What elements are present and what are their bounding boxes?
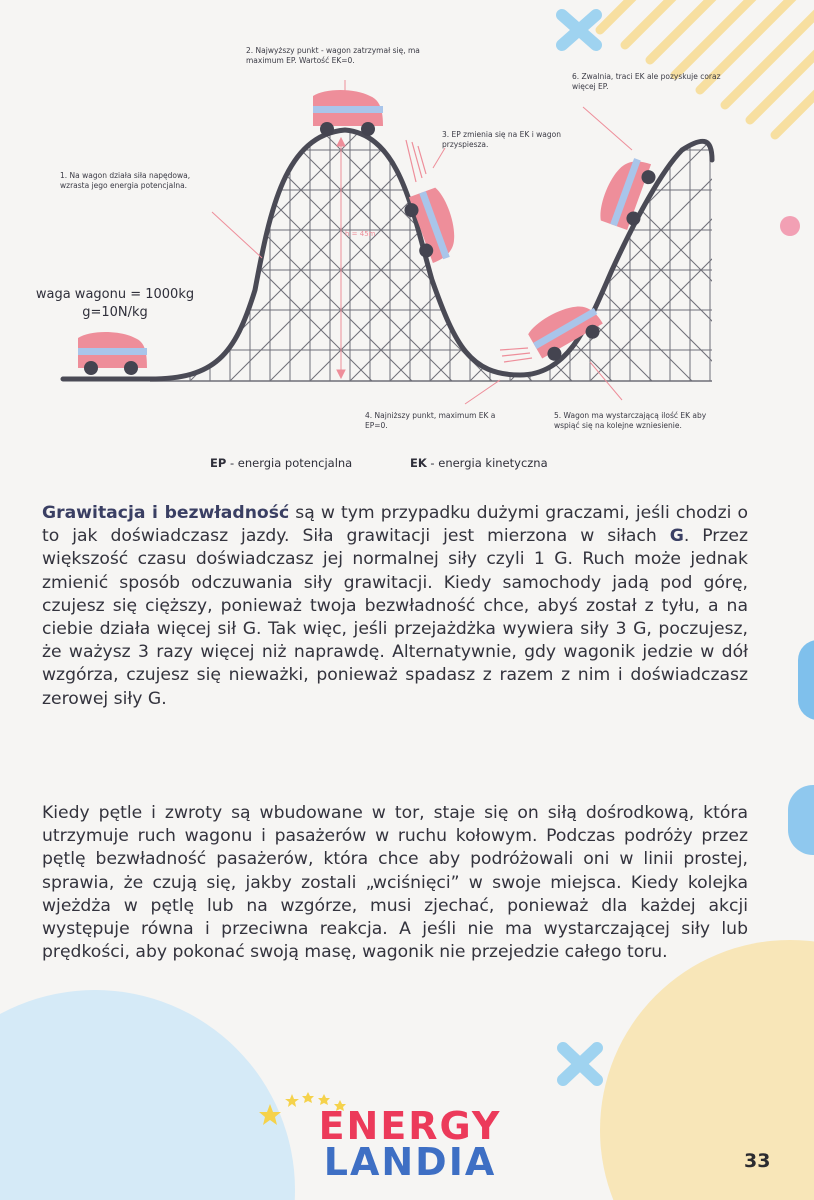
coaster-cart-start: [78, 332, 147, 375]
coaster-track: [63, 130, 712, 379]
annotation-3: 3. EP zmienia się na EK i wagon przyspiesza.: [442, 130, 562, 149]
paragraph-1-lead: Grawitacja i bezwładność: [42, 503, 290, 523]
annotation-4: 4. Najniższy punkt, maximum EK a EP=0.: [365, 411, 496, 430]
gravity-line: g=10N/kg: [82, 305, 148, 320]
legend-ep-abbr: EP: [210, 456, 227, 470]
paragraph-1-g: G: [669, 526, 684, 547]
legend-ep: [210, 456, 352, 470]
blue-blob-decoration-1: [798, 640, 814, 720]
yellow-circle-decoration-bottom: [600, 940, 814, 1200]
cart-weight-label: [30, 286, 200, 322]
annotation-1: 1. Na wagon działa siła napędowa, wzrasta jego energia potencjalna.: [60, 171, 191, 190]
legend-ek-text: - energia kinetyczna: [426, 456, 548, 470]
legend-ek: [410, 456, 548, 470]
cart-weight-line-1: waga wagonu = 1000kg: [35, 287, 195, 302]
paragraph-2: Kiedy pętle i zwroty są wbudowane w tor, staje się on siłą dośrodkową, która utrzymuje ruch wagonu i pasażerów w ruchu kołowym. Podczas podróży przez pętlę bezwładność pasażerów, która chce aby podróżowali oni w linii prostej, sprawia, że czują się, jakby zostali „wciśnięci” w swoje miejsca. Kiedy kolejka wjeżdża w pętlę lub na wzgórze, musi zjechać, ponieważ dla każdej akcji występuje równa i przeciwna reakcja. A jeśli nie ma wystarczającej siły lub prędkości, aby pokonać swoją masę, wagonik nie przejedzie całego toru.: [42, 803, 748, 963]
legend-ek-abbr: EK: [410, 456, 427, 470]
height-marker: [337, 138, 345, 378]
paragraph-1: [42, 502, 748, 711]
annotation-2: 2. Najwyższy punkt - wagon zatrzymał się, ma maximum EP. Wartość EK=0.: [246, 46, 420, 65]
page-number: 33: [744, 1150, 771, 1172]
energylandia-logo: [250, 1090, 550, 1190]
paragraph-1-part-b: . Przez większość czasu doświadczasz jej normalnej siły czyli 1 G. Ruch może jednak zmienić sposób odczuwania siły grawitacji. Kiedy samochody jadą pod górę, czujesz się cięższy, ponieważ twoja bezwładność chce, abyś został z tyłu, a na ciebie działa więcej sił G. Tak więc, jeśli przejażdżka wywiera siły 3 G, poczujesz, że ważysz 3 razy więcej niż naprawdę. Alternatywnie, gdy wagonik jedzie w dół wzgórza, czujesz się nieważki, ponieważ spadasz z razem z nim i doświadczasz zerowej siły G.: [42, 526, 748, 709]
height-label: h = 45m: [345, 230, 376, 238]
legend-ep-text: - energia potencjalna: [226, 456, 353, 470]
annotation-6: 6. Zwalnia, traci EK ale pozyskuje coraz więcej EP.: [572, 72, 721, 91]
blue-cross-decoration-bottom: [563, 1048, 597, 1080]
annotation-5: 5. Wagon ma wystarczającą ilość EK aby wspiąć się na kolejne wzniesienie.: [554, 411, 707, 430]
logo-line-1: ENERGY: [318, 1104, 502, 1148]
paragraph-1-part-a: są w tym przypadku dużymi graczami, jeśli chodzi o to jak doświadczasz jazdy. Siła grawitacji jest mierzona w siłach: [42, 503, 748, 547]
blue-blob-decoration-2: [788, 785, 814, 855]
logo-line-2: LANDIA: [323, 1140, 497, 1184]
